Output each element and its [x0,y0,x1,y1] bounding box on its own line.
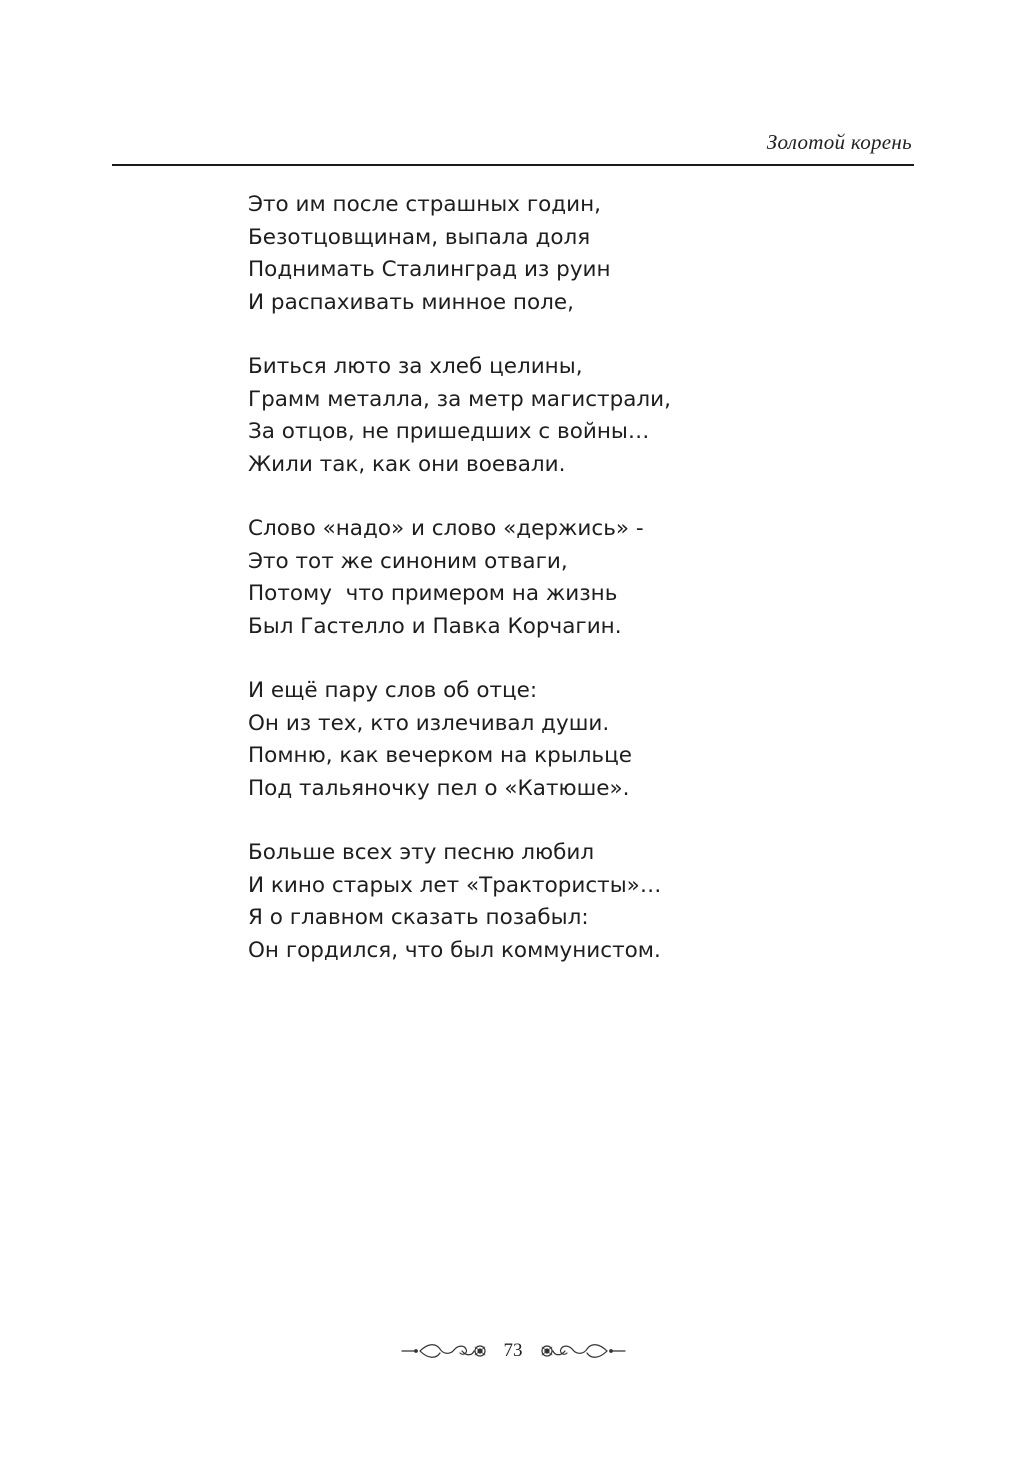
poem [248,189,888,999]
poem-line: Это им после страшных годин, [248,192,601,217]
page-footer [0,1336,1026,1366]
poem-line: Был Гастелло и Павка Корчагин. [248,613,622,639]
stanza-3 [248,513,888,643]
poem-line: Слово «надо» и слово «держись» - [248,516,644,541]
poem-line: Безотцовщинам, выпала доля [248,224,591,250]
poem-line: Это тот же синоним отваги, [248,548,568,574]
poem-line: Он из тех, кто излечивал души. [248,710,610,736]
poem-line: И кино старых лет «Трактористы»… [248,872,662,898]
running-header [112,126,914,166]
flourish-ornament-left-icon [400,1339,492,1363]
poem-line: Под тальяночку пел о «Катюше». [248,775,630,801]
stanza-5 [248,837,888,967]
poem-line: Поднимать Сталинград из руин [248,257,611,282]
poem-line: За отцов, не пришедших с войны… [248,419,650,444]
poem-line: Грамм металла, за метр магистрали, [248,386,671,412]
flourish-ornament-right-icon [535,1339,627,1363]
poem-line: И распахивать минное поле, [248,289,574,315]
poem-line: Жили так, как они воевали. [248,451,566,477]
poem-line: Я о главном сказать позабыл: [248,905,589,930]
poem-line: Он гордился, что был коммунистом. [248,937,661,963]
stanza-4 [248,675,888,805]
stanza-1 [248,189,888,319]
poem-line: Помню, как вечерком на крыльце [248,743,632,768]
running-title: Золотой корень [766,130,912,154]
page-number: 73 [503,1340,523,1361]
poem-line: И ещё пару слов об отце: [248,678,538,703]
poem-line: Больше всех эту песню любил [248,840,595,865]
stanza-2 [248,351,888,481]
poem-line: Биться люто за хлеб целины, [248,354,583,379]
poem-line: Потому что примером на жизнь [248,581,618,606]
